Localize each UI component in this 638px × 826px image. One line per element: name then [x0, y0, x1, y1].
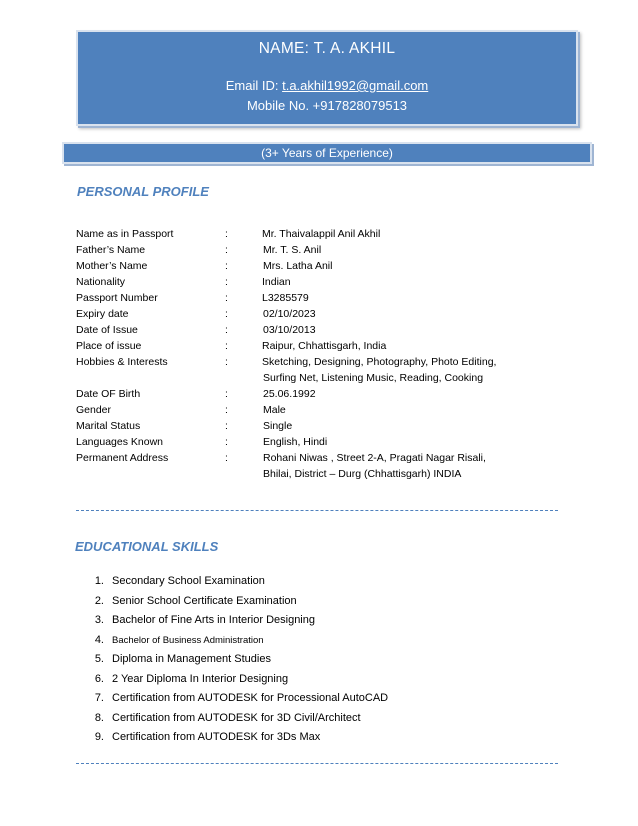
- list-number: 4.: [94, 633, 104, 646]
- profile-label: Father’s Name: [76, 244, 146, 256]
- profile-label: Name as in Passport: [76, 228, 174, 240]
- profile-label: Marital Status: [76, 420, 141, 432]
- list-text: Senior School Certificate Examination: [112, 594, 297, 607]
- experience-bar: (3+ Years of Experience): [62, 142, 592, 164]
- section-divider: [76, 510, 558, 511]
- colon: :: [225, 228, 228, 240]
- profile-value: 02/10/2023: [263, 308, 316, 320]
- list-text: Certification from AUTODESK for 3D Civil/Architect: [112, 711, 361, 724]
- list-number: 3.: [94, 614, 104, 626]
- profile-value: L3285579: [262, 292, 309, 304]
- colon: :: [225, 356, 228, 368]
- list-number: 2.: [94, 594, 104, 607]
- colon: :: [225, 388, 228, 400]
- profile-value-continued: Surfing Net, Listening Music, Reading, Cooking: [263, 372, 484, 384]
- profile-value: Mrs. Latha Anil: [263, 260, 333, 272]
- profile-value: English, Hindi: [263, 436, 328, 448]
- email-line: [78, 78, 576, 93]
- mobile-number: Mobile No. +917828079513: [246, 98, 408, 113]
- colon: :: [225, 292, 228, 304]
- colon: :: [225, 260, 228, 272]
- profile-value: Sketching, Designing, Photography, Photo Editing,: [262, 356, 497, 368]
- list-text: Bachelor of Business Administration: [112, 634, 264, 646]
- email-link[interactable]: t.a.akhil1992@gmail.com: [282, 78, 429, 93]
- personal-profile-heading: PERSONAL PROFILE: [77, 184, 209, 199]
- profile-label: Passport Number: [76, 292, 158, 304]
- profile-label: Expiry date: [76, 308, 129, 320]
- profile-value: Rohani Niwas , Street 2-A, Pragati Nagar Risali,: [263, 452, 486, 464]
- colon: :: [225, 340, 228, 352]
- colon: :: [225, 244, 228, 256]
- profile-label: Hobbies & Interests: [76, 356, 168, 368]
- colon: :: [225, 324, 228, 336]
- list-number: 5.: [94, 653, 104, 665]
- list-number: 1.: [94, 575, 104, 587]
- profile-value-continued: Bhilai, District – Durg (Chhattisgarh) INDIA: [263, 468, 462, 480]
- profile-label: Gender: [76, 404, 112, 416]
- profile-value: Mr. T. S. Anil: [263, 244, 322, 256]
- profile-value: 25.06.1992: [263, 388, 316, 400]
- profile-label: Mother’s Name: [76, 260, 148, 272]
- email-label: Email ID:: [225, 78, 283, 93]
- profile-value: Indian: [262, 276, 291, 288]
- list-number: 7.: [94, 692, 104, 704]
- profile-value: 03/10/2013: [263, 324, 316, 336]
- colon: :: [225, 420, 228, 432]
- profile-label: Date OF Birth: [76, 388, 141, 400]
- list-number: 8.: [94, 711, 104, 724]
- profile-value: Single: [263, 420, 293, 432]
- profile-value: Mr. Thaivalappil Anil Akhil: [262, 228, 381, 240]
- list-text: Certification from AUTODESK for 3Ds Max: [112, 731, 321, 743]
- list-number: 9.: [94, 731, 104, 743]
- list-text: Diploma in Management Studies: [112, 653, 271, 665]
- profile-value: Male: [263, 404, 286, 416]
- colon: :: [225, 452, 228, 464]
- profile-label: Languages Known: [76, 436, 163, 448]
- colon: :: [225, 436, 228, 448]
- list-text: 2 Year Diploma In Interior Designing: [112, 672, 289, 685]
- profile-label: Place of issue: [76, 340, 142, 352]
- colon: :: [225, 308, 228, 320]
- profile-label: Date of Issue: [76, 324, 138, 336]
- header-box: [76, 30, 578, 126]
- candidate-name: NAME: T. A. AKHIL: [258, 40, 396, 57]
- profile-label: Nationality: [76, 276, 126, 288]
- educational-skills-heading: EDUCATIONAL SKILLS: [75, 539, 219, 554]
- section-divider: [76, 763, 558, 764]
- list-text: Bachelor of Fine Arts in Interior Designing: [112, 614, 315, 626]
- list-number: 6.: [94, 672, 104, 685]
- colon: :: [225, 404, 228, 416]
- list-text: Certification from AUTODESK for Processional AutoCAD: [112, 692, 389, 704]
- colon: :: [225, 276, 228, 288]
- profile-label: Permanent Address: [76, 452, 169, 464]
- profile-value: Raipur, Chhattisgarh, India: [262, 340, 387, 352]
- list-text: Secondary School Examination: [112, 575, 265, 587]
